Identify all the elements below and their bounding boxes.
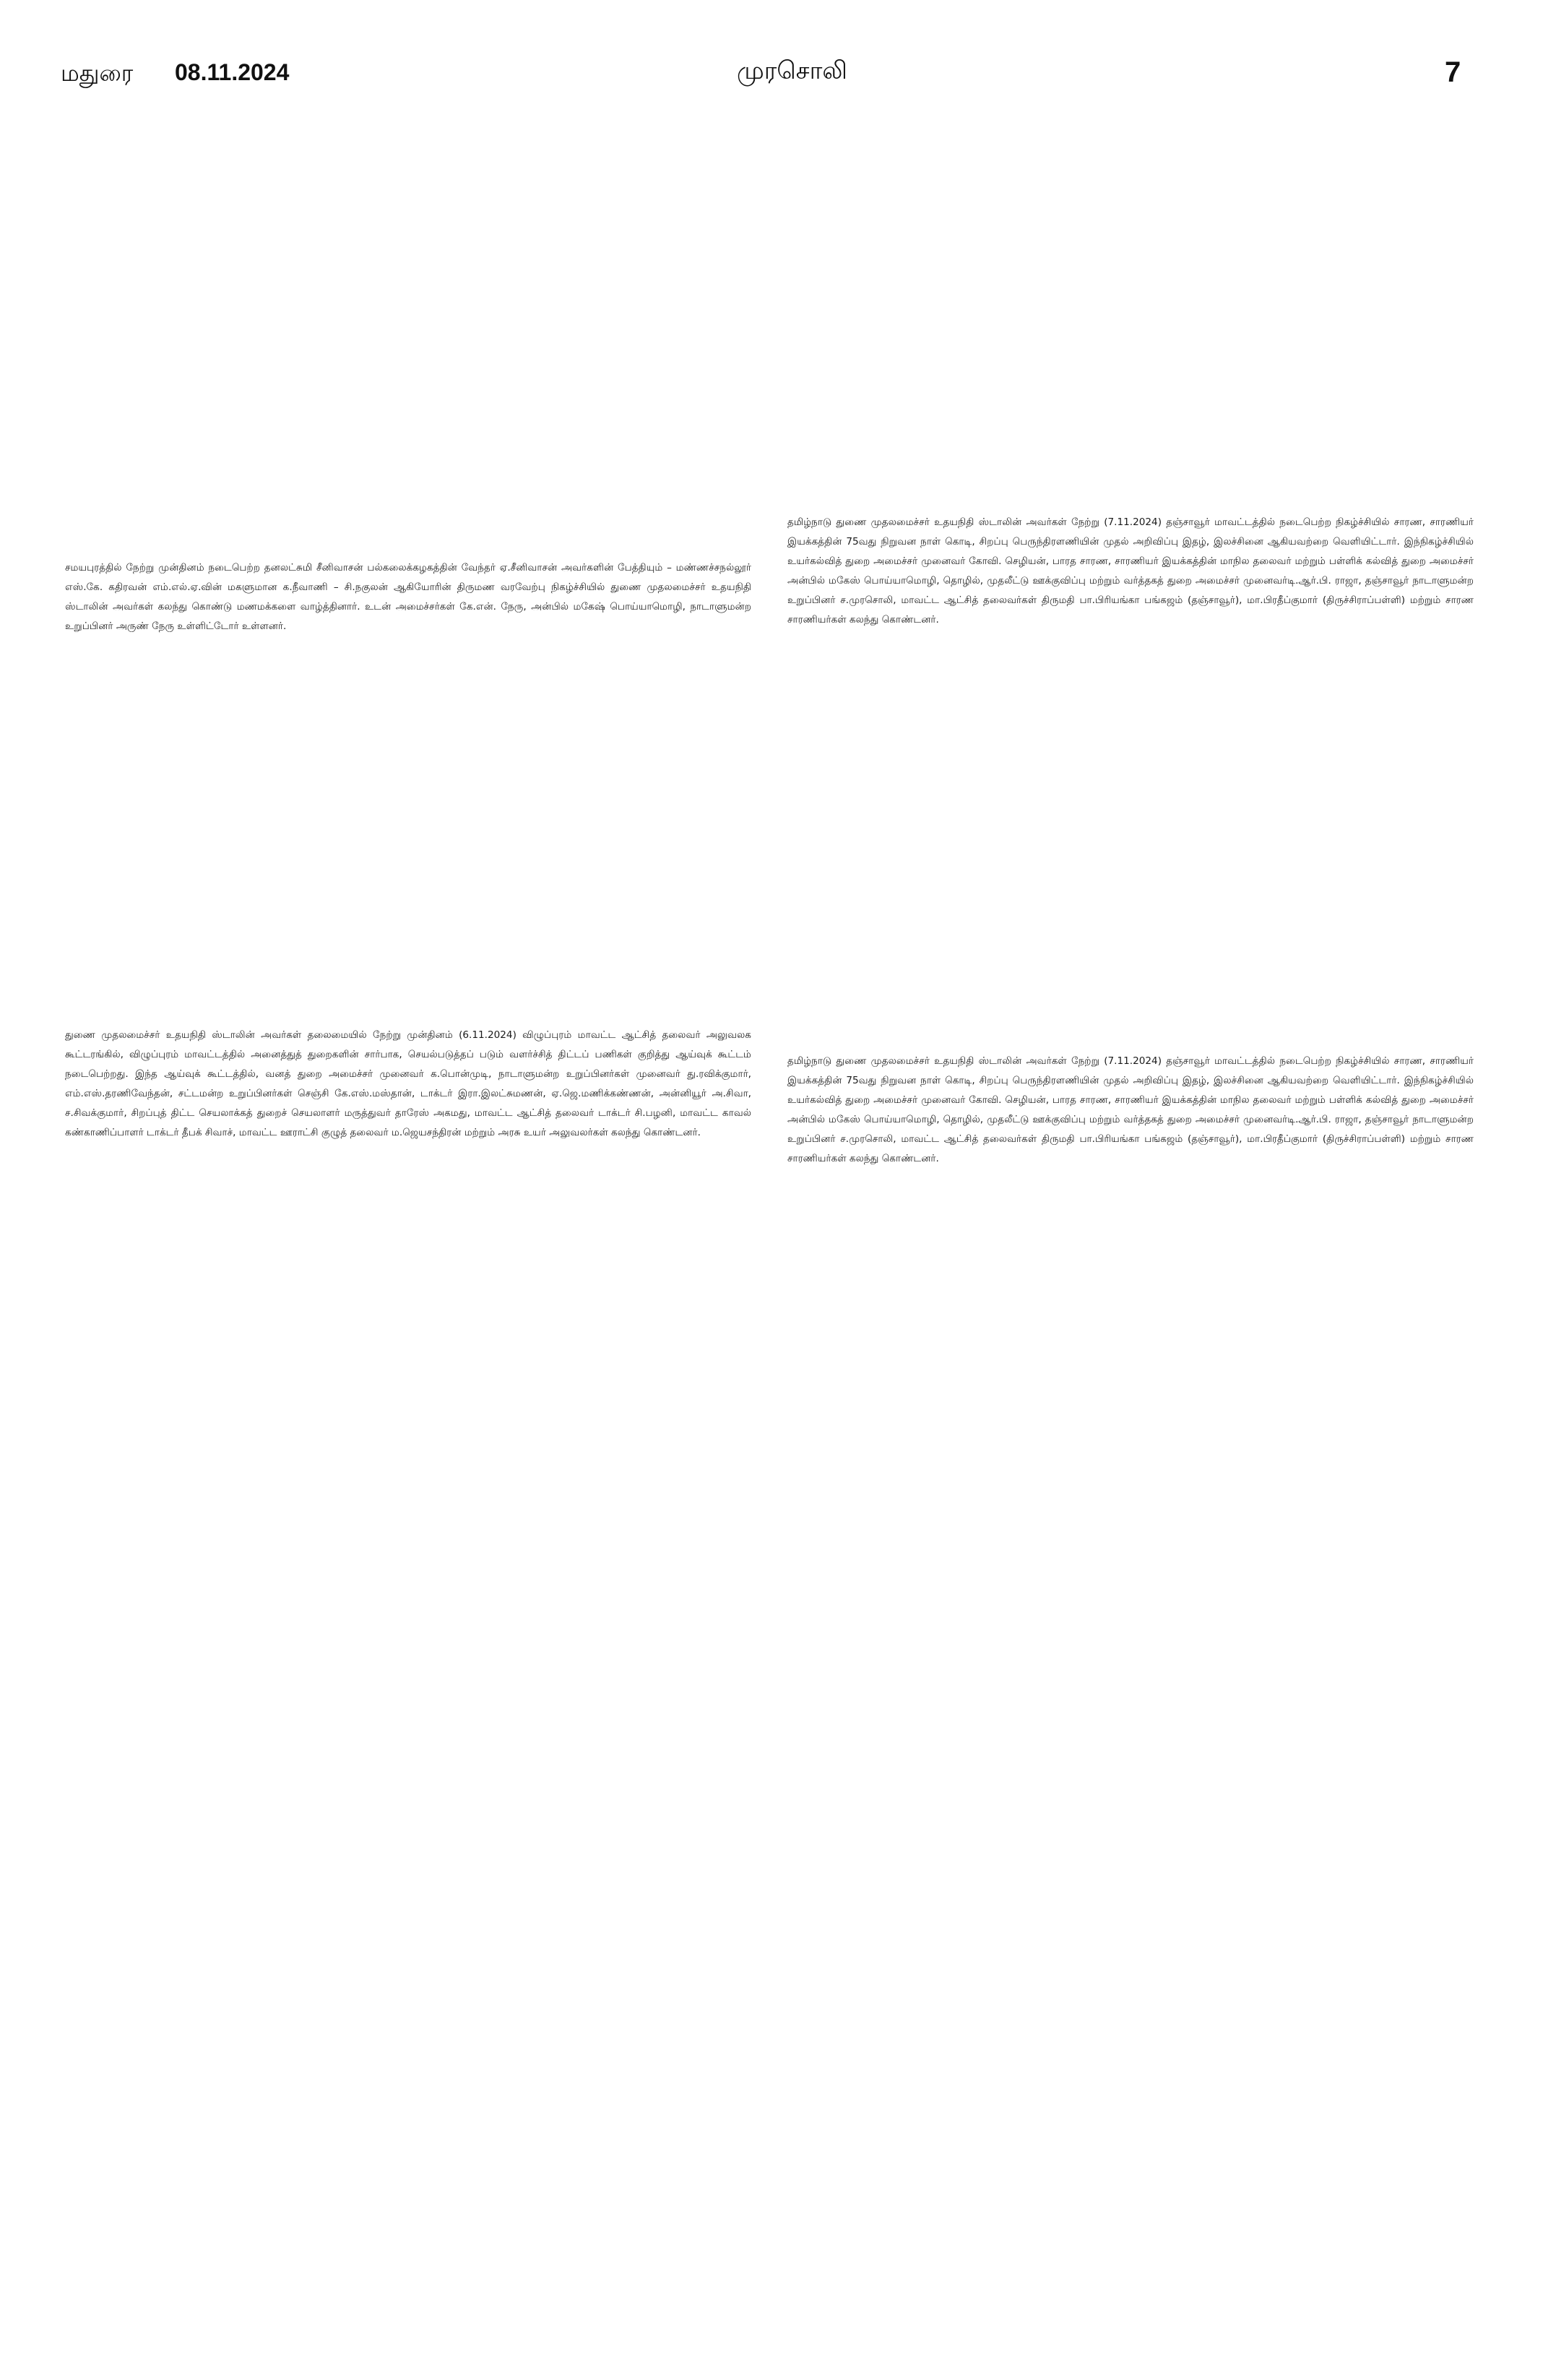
page-number: 7 (1445, 56, 1461, 88)
photo-caption-thanjavur-scouts-2: தமிழ்நாடு துணை முதலமைச்சர் உதயநிதி ஸ்டாலின் அவர்கள் நேற்று (7.11.2024) தஞ்சாவூர் மாவட்டத்தில் நடைபெற்ற நிகழ்ச்சியில் சாரண, சாரணியர் இயக்கத்தின் 75வது நிறுவன நாள் கொடி, சிறப்பு பெருந்திரளணியின் முதல் அறிவிப்பு இதழ், இலச்சினை ஆகியவற்றை வெளியிட்டார். இந்நிகழ்ச்சியில் உயர்கல்வித் துறை அமைச்சர் முனைவர் கோவி. செழியன், பாரத சாரண, சாரணியர் இயக்கத்தின் மாநில தலைவர் மற்றும் பள்ளிக் கல்வித் துறை அமைச்சர் அன்பில் மகேஸ் பொய்யாமொழி, தொழில், முதலீட்டு ஊக்குவிப்பு மற்றும் வர்த்தகத் துறை அமைச்சர் முனைவர்டி.ஆர்.பி. ராஜா, தஞ்சாவூர் நாடாளுமன்ற உறுப்பினர் ச.முரசொலி, மாவட்ட ஆட்சித் தலைவர்கள் திருமதி பா.பிரியங்கா பங்கஜம் (தஞ்சாவூர்), மா.பிரதீப்குமார் (திருச்சிராப்பள்ளி) மற்றும் சாரண சாரணியர்கள் கலந்து கொண்டனர். (787, 1055, 1474, 1164)
photo-caption-samayapuram: சமயபுரத்தில் நேற்று முன்தினம் நடைபெற்ற தனலட்சுமி சீனிவாசன் பல்கலைக்கழகத்தின் வேந்தர் ஏ.சீனிவாசன் அவர்களின் பேத்தியும் – மண்ணச்சநல்லூர் எஸ்.கே. கதிரவன் எம்.எல்.ஏ.வின் மகளுமான க.நீவாணி – சி.நகுலன் ஆகியோரின் திருமண வரவேற்பு நிகழ்ச்சியில் துணை முதலமைச்சர் உதயநிதி ஸ்டாலின் அவர்கள் கலந்து கொண்டு மணமக்களை வாழ்த்தினார். உடன் அமைச்சர்கள் கே.என். நேரு, அன்பில் மகேஷ் பொய்யாமொழி, நாடாளுமன்ற உறுப்பினர் அருண் நேரு உள்ளிட்டோர் உள்ளனர். (65, 562, 751, 632)
photo-caption-thanjavur-scouts: தமிழ்நாடு துணை முதலமைச்சர் உதயநிதி ஸ்டாலின் அவர்கள் நேற்று (7.11.2024) தஞ்சாவூர் மாவட்டத்தில் நடைபெற்ற நிகழ்ச்சியில் சாரண, சாரணியர் இயக்கத்தின் 75வது நிறுவன நாள் கொடி, சிறப்பு பெருந்திரளணியின் முதல் அறிவிப்பு இதழ், இலச்சினை ஆகியவற்றை வெளியிட்டார். இந்நிகழ்ச்சியில் உயர்கல்வித் துறை அமைச்சர் முனைவர் கோவி. செழியன், பாரத சாரண, சாரணியர் இயக்கத்தின் மாநில தலைவர் மற்றும் பள்ளிக் கல்வித் துறை அமைச்சர் அன்பில் மகேஸ் பொய்யாமொழி, தொழில், முதலீட்டு ஊக்குவிப்பு மற்றும் வர்த்தகத் துறை அமைச்சர் முனைவர்டி.ஆர்.பி. ராஜா, தஞ்சாவூர் நாடாளுமன்ற உறுப்பினர் ச.முரசொலி, மாவட்ட ஆட்சித் தலைவர்கள் திருமதி பா.பிரியங்கா பங்கஜம் (தஞ்சாவூர்), மா.பிரதீப்குமார் (திருச்சிராப்பள்ளி) மற்றும் சாரண சாரணியர்கள் கலந்து கொண்டனர். (787, 516, 1474, 626)
edition-date: 08.11.2024 (175, 59, 290, 85)
masthead: முரசொலி (737, 56, 847, 85)
edition-city: மதுரை (61, 59, 134, 87)
photo-caption-villupuram-review: துணை முதலமைச்சர் உதயநிதி ஸ்டாலின் அவர்கள் தலைமையில் நேற்று முன்தினம் (6.11.2024) விழுப்புரம் மாவட்ட ஆட்சித் தலைவர் அலுவலக கூட்டரங்கில், விழுப்புரம் மாவட்டத்தில் அனைத்துத் துறைகளின் சார்பாக, செயல்படுத்தப் படும் வளர்ச்சித் திட்டப் பணிகள் குறித்து ஆய்வுக் கூட்டம் நடைபெற்றது. இந்த ஆய்வுக் கூட்டத்தில், வனத் துறை அமைச்சர் முனைவர் க.பொன்முடி, நாடாளுமன்ற உறுப்பினர்கள் முனைவர் து.ரவிக்குமார், எம்.எஸ்.தரணிவேந்தன், சட்டமன்ற உறுப்பினர்கள் செஞ்சி கே.எஸ்.மஸ்தான், டாக்டர் இரா.இலட்சுமணன், ஏ.ஜெ.மணிக்கண்ணன், அன்னியூர் அ.சிவா, ச.சிவக்குமார், சிறப்புத் திட்ட செயலாக்கத் துறைச் செயலாளர் மருத்துவர் தாரேஸ் அகமது, மாவட்ட ஆட்சித் தலைவர் டாக்டர் சி.பழனி, மாவட்ட காவல் கண்காணிப்பாளர் டாக்டர் தீபக் சிவாச், மாவட்ட ஊராட்சி குழுத் தலைவர் ம.ஜெயசந்திரன் மற்றும் அரசு உயர் அலுவலர்கள் கலந்து கொண்டனர். (65, 1029, 751, 1138)
